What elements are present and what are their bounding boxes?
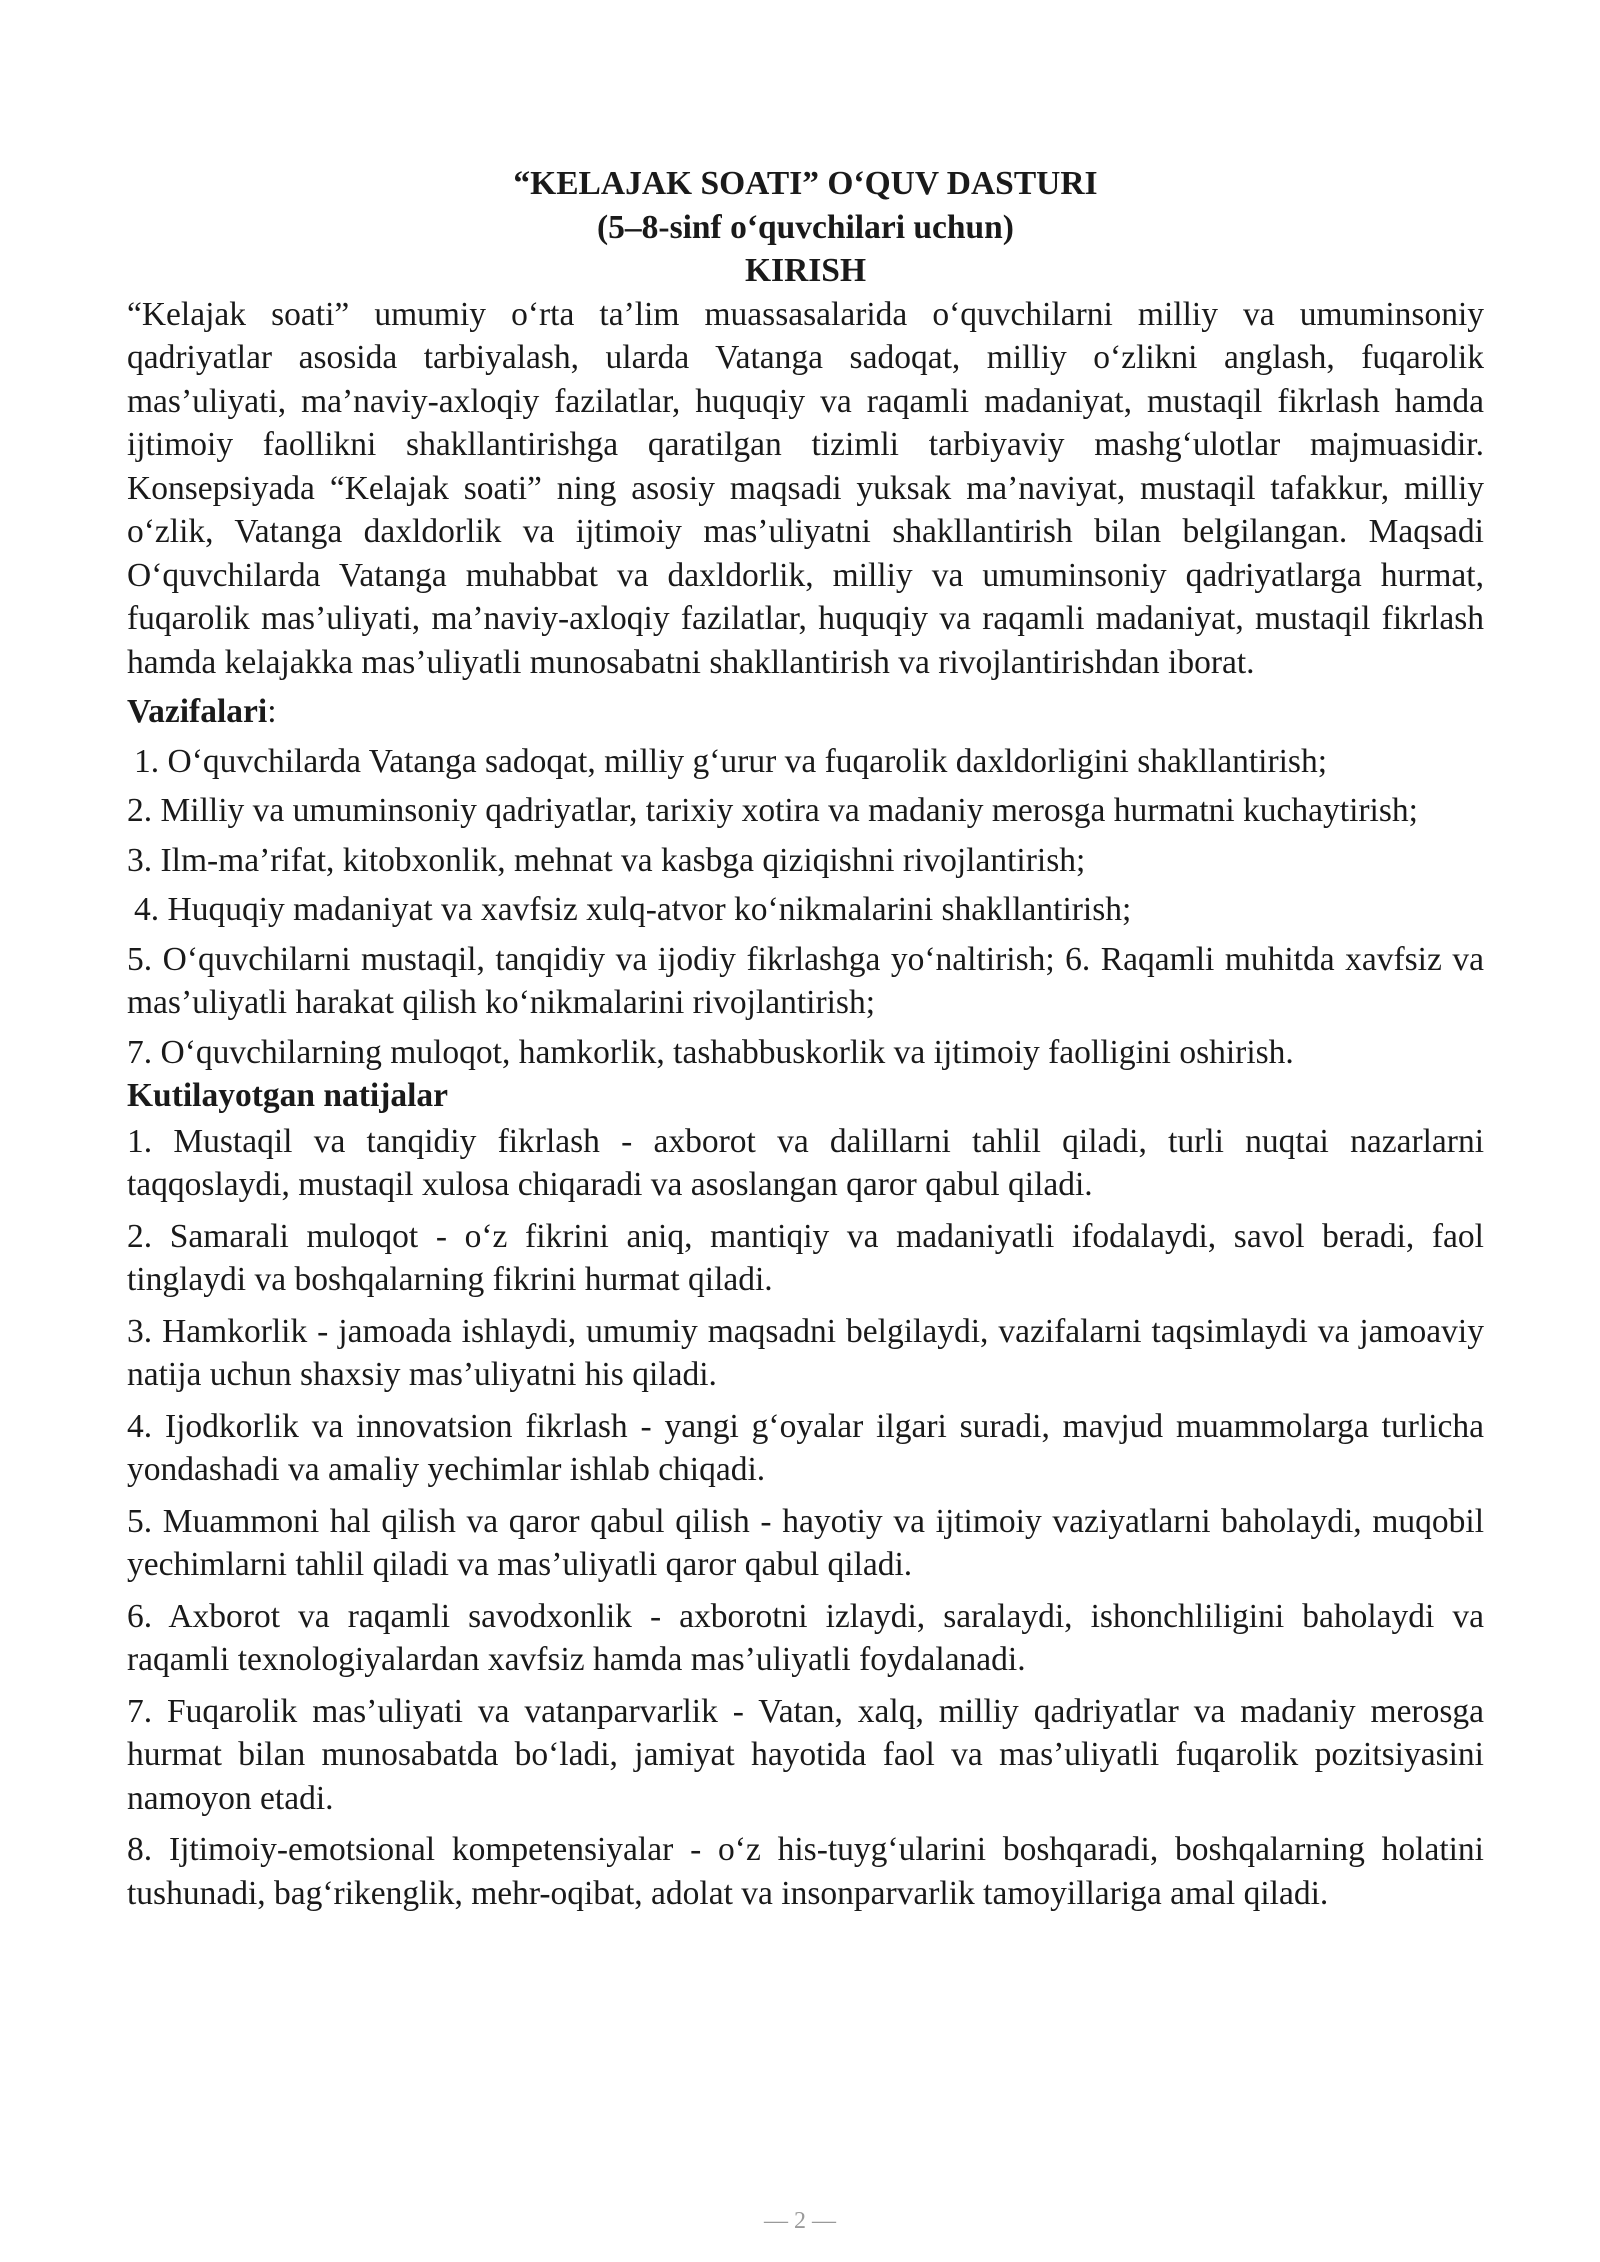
intro-paragraph: “Kelajak soati” umumiy o‘rta ta’lim muassasalarida o‘quvchilarni milliy va umuminsoniy qadriyatlar asosida tarbiyalash, ularda Vatanga sadoqat, milliy o‘zlikni anglash, fuqarolik mas’uliyati, ma’naviy-axloqiy fazilatlar, huquqiy va raqamli madaniyat, mustaqil fikrlash hamda ijtimoiy faollikni shakllantirishga qaratilgan tizimli tarbiyaviy mashg‘ulotlar majmuasidir. Konsepsiyada “Kelajak soati” ning asosiy maqsadi yuksak ma’naviyat, mustaqil tafakkur, milliy o‘zlik, Vatanga daxldorlik va ijtimoiy mas’uliyatni shakllantirish bilan belgilangan. Maqsadi O‘quvchilarda Vatanga muhabbat va daxldorlik, milliy va umuminsoniy qadriyatlarga hurmat, fuqarolik mas’uliyati, ma’naviy-axloqiy fazilatlar, huquqiy va raqamli madaniyat, mustaqil fikrlash hamda kelajakka mas’uliyatli munosabatni shakllantirish va rivojlantirishdan iborat. <box>127 295 1484 681</box>
task-item-2: 2. Milliy va umuminsoniy qadriyatlar, tarixiy xotira va madaniy merosga hurmatni kuchaytirish; <box>127 792 1418 829</box>
task-item-5: 5. O‘quvchilarni mustaqil, tanqidiy va ijodiy fikrlashga yo‘naltirish; 6. Raqamli muhitda xavfsiz va mas’uliyatli harakat qilish ko‘nikmalarini rivojlantirish; <box>127 940 1484 1021</box>
result-item-7: 7. Fuqarolik mas’uliyati va vatanparvarlik - Vatan, xalq, milliy qadriyatlar va madaniy merosga hurmat bilan munosabatda bo‘ladi, jamiyat hayotida faol va mas’uliyatli fuqarolik pozitsiyasini namoyon etadi. <box>127 1692 1484 1817</box>
task-item-7: 7. O‘quvchilarning muloqot, hamkorlik, tashabbuskorlik va ijtimoiy faolligini oshirish. <box>127 1033 1294 1071</box>
result-item-2: 2. Samarali muloqot - o‘z fikrini aniq, mantiqiy va madaniyatli ifodalaydi, savol beradi, faol tinglaydi va boshqalarning fikrini hurmat qiladi. <box>127 1217 1484 1298</box>
task-item-4: 4. Huquqiy madaniyat va xavfsiz xulq-atvor ko‘nikmalarini shakllantirish; <box>134 891 1132 928</box>
section-title-kirish: KIRISH <box>744 252 866 289</box>
title-block <box>127 162 1484 293</box>
result-item-6: 6. Axborot va raqamli savodxonlik - axborotni izlaydi, saralaydi, ishonchliligini baholaydi va raqamli texnologiyalardan xavfsiz hamda mas’uliyatli foydalanadi. <box>127 1597 1484 1678</box>
task-item-3: 3. Ilm-ma’rifat, kitobxonlik, mehnat va kasbga qiziqishni rivojlantirish; <box>127 841 1086 879</box>
tasks-heading <box>127 690 1484 734</box>
document-subtitle: (5–8-sinf o‘quvchilari uchun) <box>597 208 1014 246</box>
task-item-1: 1. O‘quvchilarda Vatanga sadoqat, milliy g‘urur va fuqarolik daxldorligini shakllantirish; <box>134 742 1328 780</box>
result-item-5: 5. Muammoni hal qilish va qaror qabul qilish - hayotiy va ijtimoiy vaziyatlarni baholaydi, muqobil yechimlarni tahlil qiladi va mas’uliyatli qaror qabul qiladi. <box>127 1502 1484 1583</box>
results-heading: Kutilayotgan natijalar <box>127 1077 449 1114</box>
result-item-3: 3. Hamkorlik - jamoada ishlaydi, umumiy maqsadni belgilaydi, vazifalarni taqsimlaydi va jamoaviy natija uchun shaxsiy mas’uliyatni his qiladi. <box>127 1312 1484 1393</box>
document-title: “KELAJAK SOATI” O‘QUV DASTURI <box>513 165 1098 202</box>
tasks-heading-colon: : <box>267 693 277 730</box>
page-content <box>127 162 1484 1915</box>
tasks-heading-text: Vazifalari <box>127 693 268 730</box>
result-item-8: 8. Ijtimoiy-emotsional kompetensiyalar - o‘z his-tuyg‘ularini boshqaradi, boshqalarning holatini tushunadi, bag‘rikenglik, mehr-oqibat, adolat va insonparvarlik tamoyillariga amal qiladi. <box>127 1831 1484 1912</box>
page-number: — 2 — <box>764 2208 836 2234</box>
result-item-4: 4. Ijodkorlik va innovatsion fikrlash - yangi g‘oyalar ilgari suradi, mavjud muammolarga turlicha yondashadi va amaliy yechimlar ishlab chiqadi. <box>127 1407 1484 1488</box>
result-item-1: 1. Mustaqil va tanqidiy fikrlash - axborot va dalillarni tahlil qiladi, turli nuqtai nazarlarni taqqoslaydi, mustaqil xulosa chiqaradi va asoslangan qaror qabul qiladi. <box>127 1122 1484 1203</box>
